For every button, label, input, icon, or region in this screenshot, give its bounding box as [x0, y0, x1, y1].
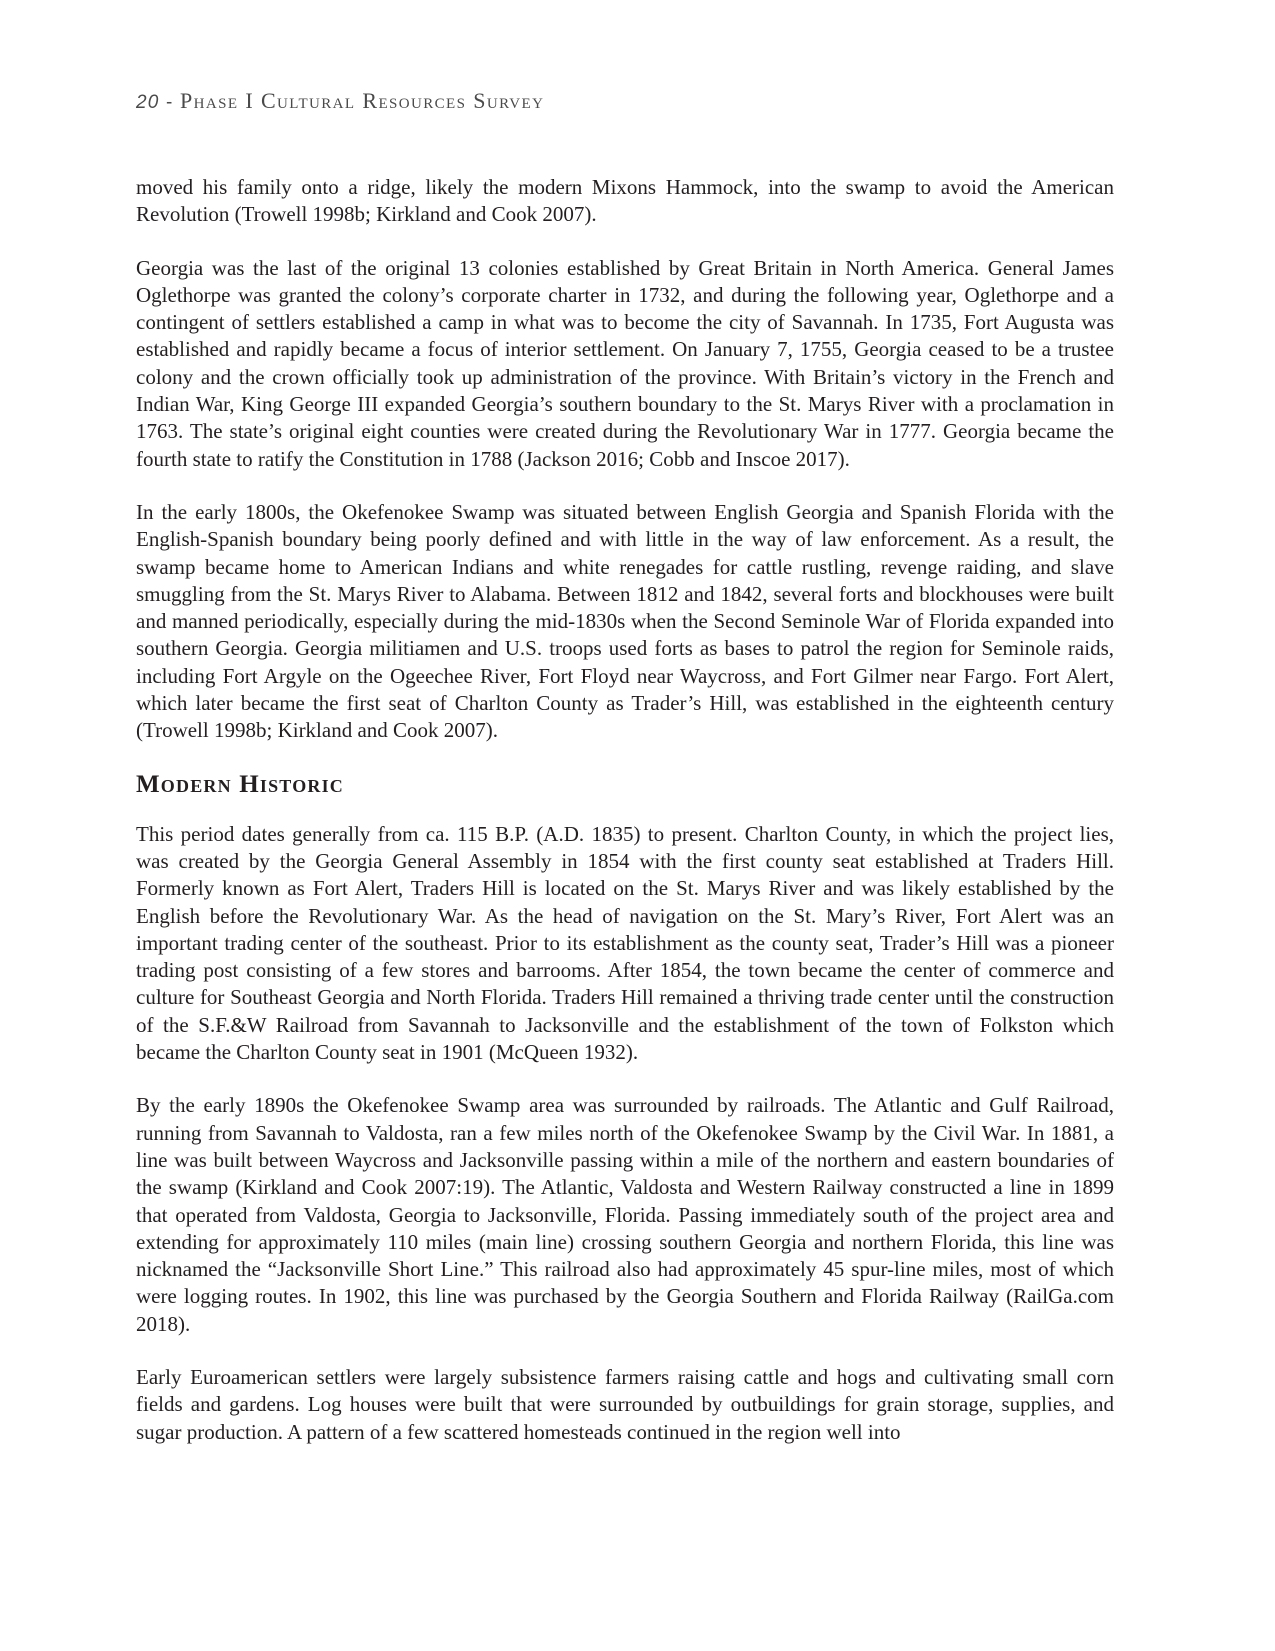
paragraph-continuation: moved his family onto a ridge, likely the modern Mixons Hammock, into the swamp to avoid the American Revolution (Trowell 1998b; Kirkland and Cook 2007). [136, 175, 1114, 227]
running-header [136, 88, 544, 114]
body-text [136, 174, 1114, 1472]
paragraph-euroamerican-settlers: Early Euroamerican settlers were largely subsistence farmers raising cattle and hogs and cultivating small corn fields and gardens. Log houses were built that were surrounded by outbuildings for grain storage, supplies, and sugar production. A pattern of a few scattered homesteads continued in the region well into [136, 1364, 1114, 1444]
report-title: Phase I Cultural Resources Survey [180, 88, 545, 113]
paragraph-railroads: By the early 1890s the Okefenokee Swamp area was surrounded by railroads. The Atlantic and Gulf Railroad, running from Savannah to Valdosta, ran a few miles north of the Okefenokee Swamp by the Civil War. In 1881, a line was built between Waycross and Jacksonville passing within a mile of the northern and eastern boundaries of the swamp (Kirkland and Cook 2007:19). The Atlantic, Valdosta and Western Railway constructed a line in 1899 that operated from Valdosta, Georgia to Jacksonville, Florida. Passing immediately south of the project area and extending for approximately 110 miles (main line) crossing southern Georgia and northern Florida, this line was nicknamed the “Jacksonville Short Line.” This railroad also had approximately 45 spur-line miles, most of which were logging routes. In 1902, this line was purchased by the Georgia Southern and Florida Railway (RailGa.com 2018). [136, 1093, 1114, 1336]
paragraph-okefenokee-1800s: In the early 1800s, the Okefenokee Swamp was situated between English Georgia and Spanish Florida with the English-Spanish boundary being poorly defined and with little in the way of law enforcement. As a result, the swamp became home to American Indians and white renegades for cattle rustling, revenge raiding, and slave smuggling from the St. Marys River to Alabama. Between 1812 and 1842, several forts and blockhouses were built and manned periodically, especially during the mid-1830s when the Second Seminole War of Florida expanded into southern Georgia. Georgia militiamen and U.S. troops used forts as bases to patrol the region for Seminole raids, including Fort Argyle on the Ogeechee River, Fort Floyd near Waycross, and Fort Gilmer near Fargo. Fort Alert, which later became the first seat of Charlton County as Trader’s Hill, was established in the eighteenth century (Trowell 1998b; Kirkland and Cook 2007). [136, 499, 1114, 743]
paragraph-charlton-county: This period dates generally from ca. 115 B.P. (A.D. 1835) to present. Charlton County, in which the project lies, was created by the Georgia General Assembly in 1854 with the first county seat established at Traders Hill. Formerly known as Fort Alert, Traders Hill is located on the St. Marys River and was likely established by the English before the Revolutionary War. As the head of navigation on the St. Mary’s River, Fort Alert was an important trading center of the southeast. Prior to its establishment as the county seat, Trader’s Hill was a pioneer trading post consisting of a few stores and barrooms. After 1854, the town became the center of commerce and culture for Southeast Georgia and North Florida. Traders Hill remained a thriving trade center until the construction of the S.F.&W Railroad from Savannah to Jacksonville and the establishment of the town of Folkston which became the Charlton County seat in 1901 (McQueen 1932). [136, 821, 1114, 1065]
section-heading-modern-historic: Modern Historic [136, 770, 344, 798]
page-number: 20 [136, 92, 160, 113]
header-separator: - [159, 92, 181, 113]
paragraph-georgia-colony: Georgia was the last of the original 13 colonies established by Great Britain in North America. General James Oglethorpe was granted the colony’s corporate charter in 1732, and during the following year, Oglethorpe and a contingent of settlers established a camp in what was to become the city of Savannah. In 1735, Fort Augusta was established and rapidly became a focus of interior settlement. On January 7, 1755, Georgia ceased to be a trustee colony and the crown officially took up administration of the province. With Britain’s victory in the French and Indian War, King George III expanded Georgia’s southern boundary to the St. Marys River with a proclamation in 1763. The state’s original eight counties were created during the Revolutionary War in 1777. Georgia became the fourth state to ratify the Constitution in 1788 (Jackson 2016; Cobb and Inscoe 2017). [136, 255, 1114, 471]
